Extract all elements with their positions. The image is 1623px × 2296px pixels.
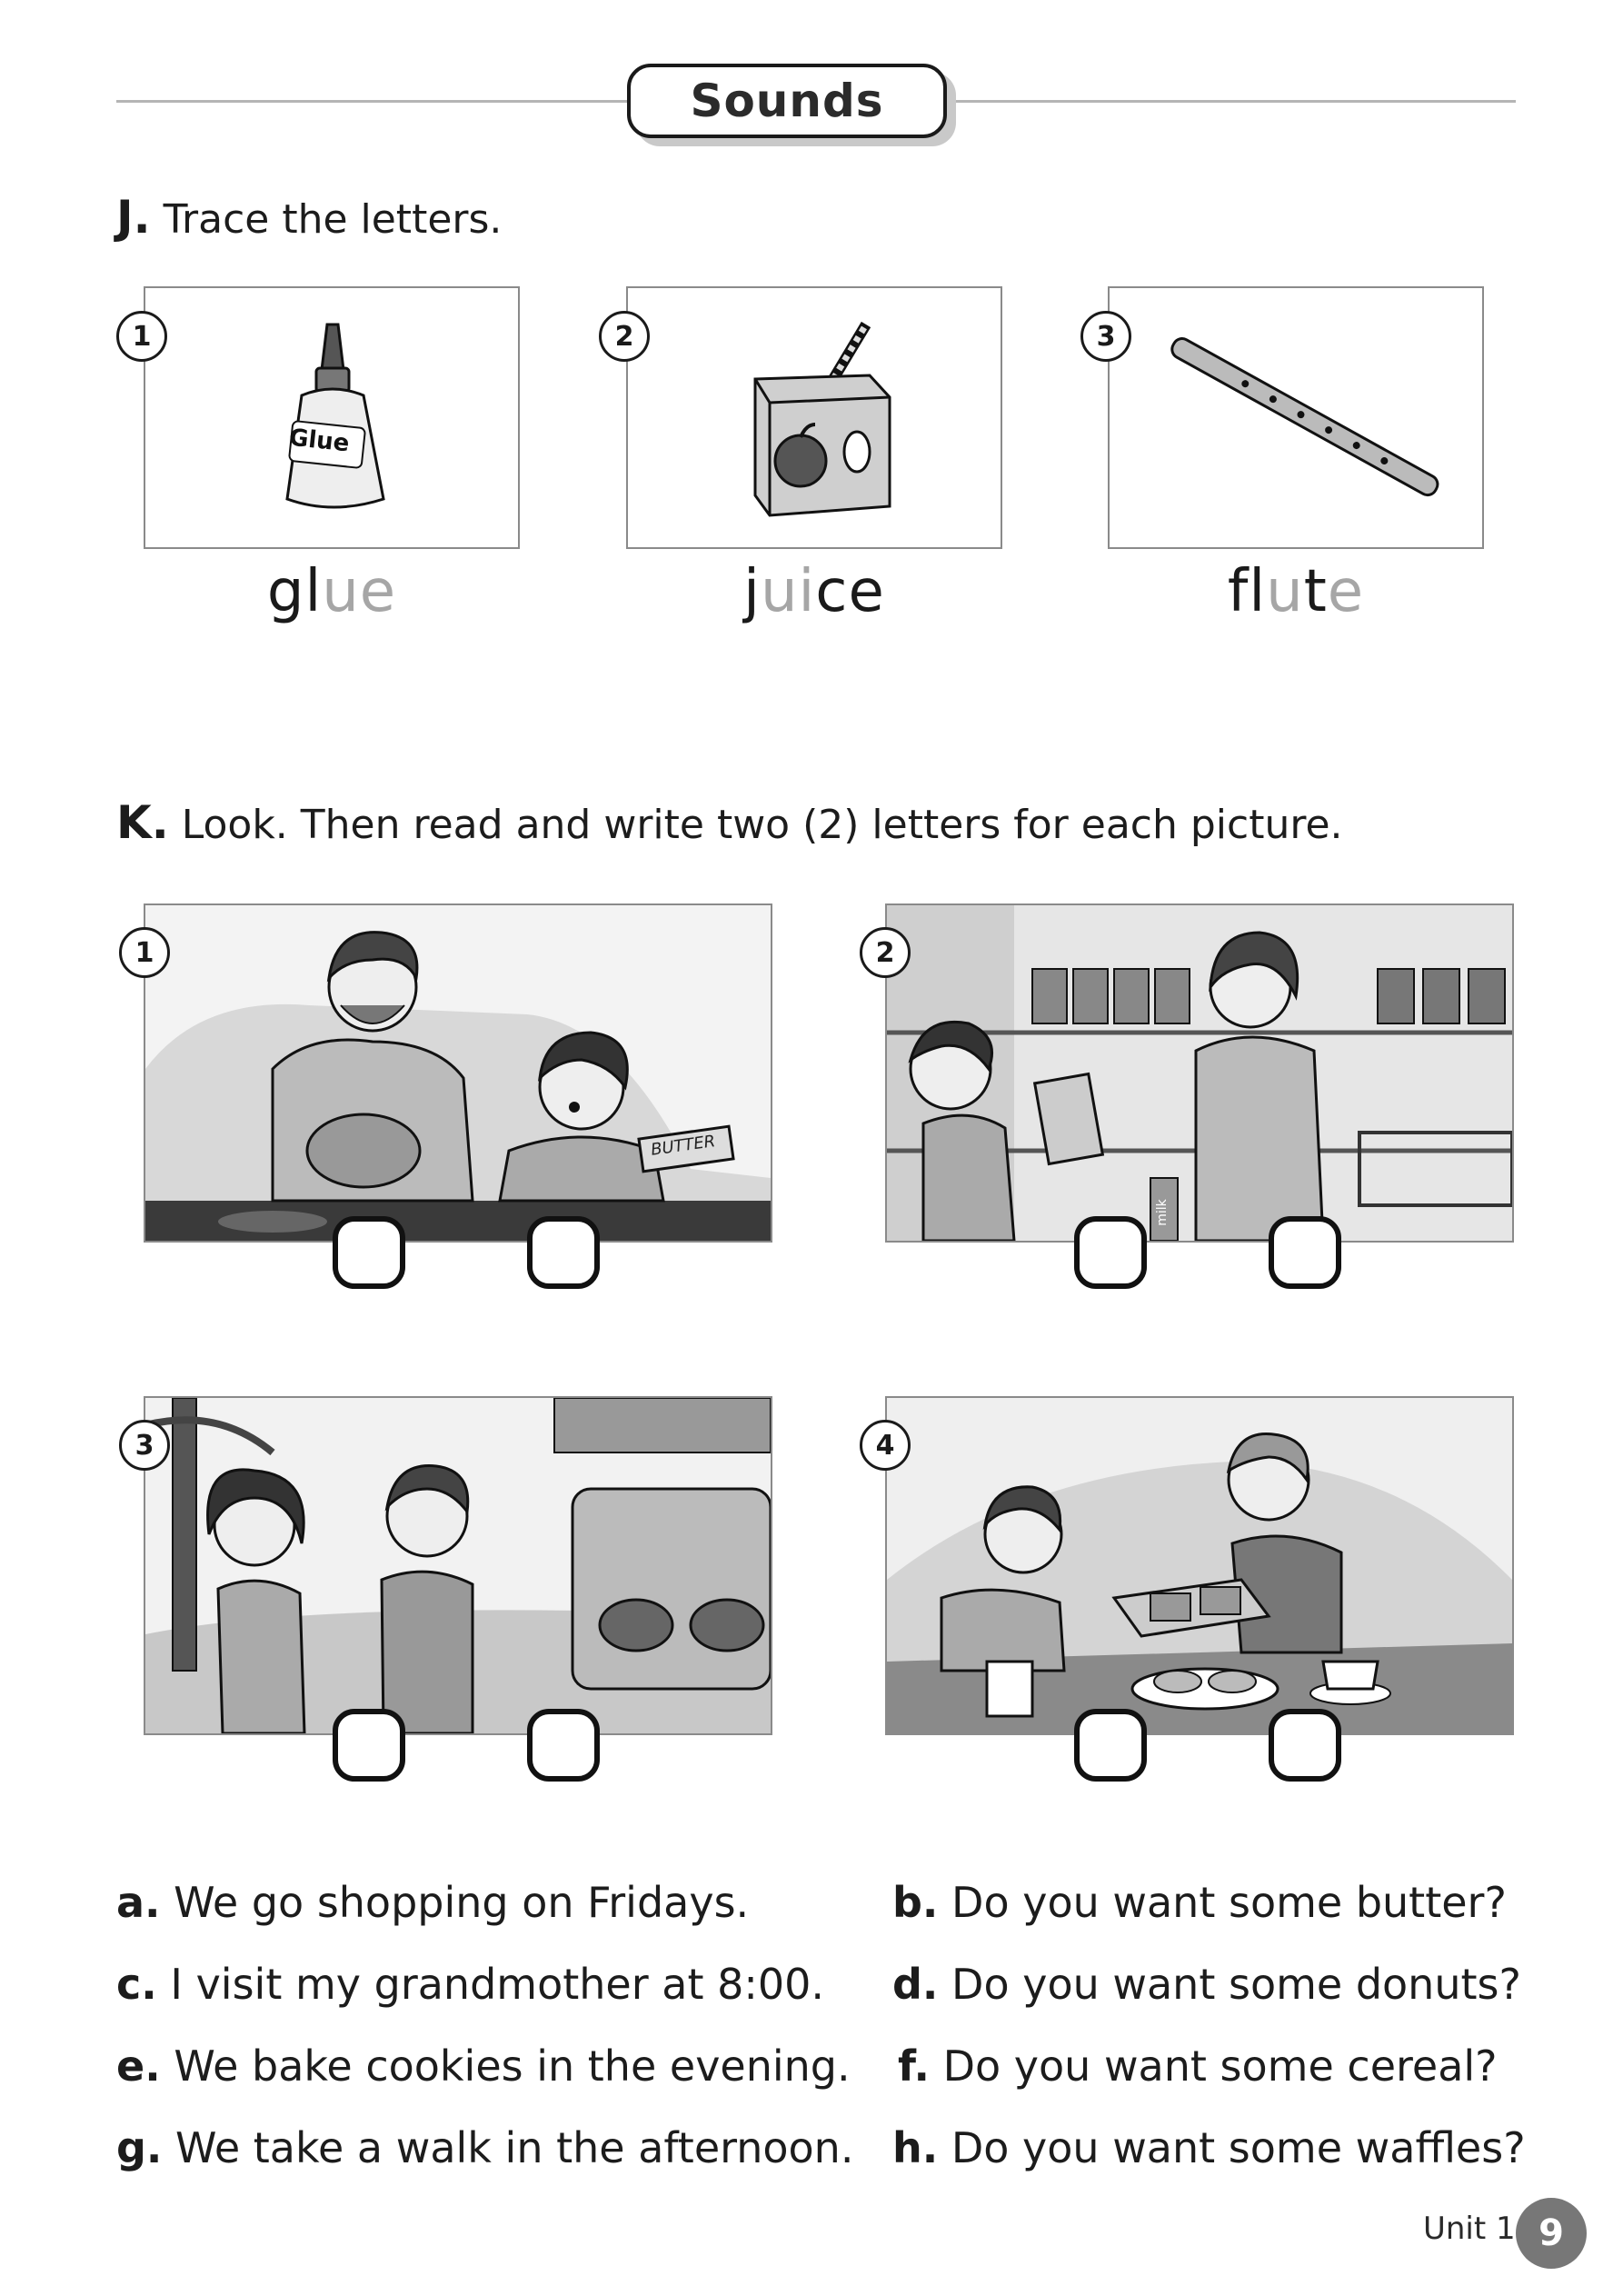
- section-j-heading: [116, 191, 502, 244]
- milk-label: milk: [1154, 1199, 1170, 1226]
- glue-bottle-label: Glue: [287, 424, 351, 458]
- k-number-4: 4: [860, 1420, 911, 1471]
- store-scene-illustration: [887, 905, 1512, 1241]
- j-word-3-prefix: fl: [1227, 558, 1267, 625]
- section-j-label: J.: [116, 191, 151, 244]
- j-word-2-suffix: ce: [815, 558, 885, 625]
- sentence-e-letter: e.: [116, 2041, 161, 2091]
- j-word-3-trace[interactable]: u: [1266, 558, 1304, 625]
- j-word-1-prefix: gl: [266, 558, 323, 625]
- sentence-h-text: Do you want some waffles?: [951, 2123, 1526, 2172]
- k-picture-1: [144, 903, 772, 1243]
- header-rule-right: [943, 100, 1516, 103]
- sentence-d: [892, 1960, 1521, 2009]
- sentence-h-letter: h.: [892, 2123, 939, 2172]
- sentence-a-text: We go shopping on Fridays.: [174, 1878, 750, 1927]
- sentence-e: [116, 2041, 851, 2091]
- k4-answer-box-1[interactable]: [1074, 1709, 1147, 1782]
- sentence-d-text: Do you want some donuts?: [951, 1960, 1521, 2009]
- sentence-c-text: I visit my grandmother at 8:00.: [170, 1960, 825, 2009]
- butter-sign: BUTTER: [649, 1132, 717, 1160]
- park-scene-illustration: [145, 1398, 771, 1733]
- k3-answer-box-2[interactable]: [527, 1709, 600, 1782]
- sentence-g-text: We take a walk in the afternoon.: [175, 2123, 854, 2172]
- section-k-label: K.: [116, 796, 169, 849]
- section-k-instruction: Look. Then read and write two (2) letters for each picture.: [181, 802, 1343, 848]
- j-picture-3: [1108, 286, 1484, 549]
- j-number-1: 1: [116, 311, 167, 362]
- section-k-heading: [116, 796, 1343, 849]
- sentence-g-letter: g.: [116, 2123, 163, 2172]
- j-picture-2: [626, 286, 1002, 549]
- j-word-3: [1108, 558, 1484, 625]
- k-picture-2: [885, 903, 1514, 1243]
- k4-answer-box-2[interactable]: [1269, 1709, 1341, 1782]
- sentence-g: [116, 2123, 853, 2172]
- k1-answer-box-1[interactable]: [333, 1216, 405, 1289]
- k2-answer-box-1[interactable]: [1074, 1216, 1147, 1289]
- j-word-1-trace[interactable]: ue: [322, 558, 397, 625]
- sentence-c: [116, 1960, 824, 2009]
- k1-answer-box-2[interactable]: [527, 1216, 600, 1289]
- k3-answer-box-1[interactable]: [333, 1709, 405, 1782]
- sentence-f-letter: f.: [898, 2041, 930, 2091]
- j-word-3-trace-end[interactable]: e: [1327, 558, 1365, 625]
- sentence-a-letter: a.: [116, 1878, 161, 1927]
- j-word-2: [626, 558, 1002, 625]
- flute-icon: [1110, 288, 1482, 547]
- j-word-2-prefix: j: [743, 558, 761, 625]
- j-picture-1: [144, 286, 520, 549]
- page-number: 9: [1516, 2198, 1587, 2269]
- header-rule-left: [116, 100, 631, 103]
- sentence-a: [116, 1878, 749, 1927]
- sentence-b-letter: b.: [892, 1878, 939, 1927]
- j-word-2-trace[interactable]: ui: [760, 558, 816, 625]
- sentence-e-text: We bake cookies in the evening.: [174, 2041, 851, 2091]
- unit-label: Unit 1: [1423, 2211, 1516, 2247]
- j-word-3-suffix: t: [1303, 558, 1328, 625]
- sentence-d-letter: d.: [892, 1960, 939, 2009]
- k-number-1: 1: [119, 927, 170, 978]
- j-number-2: 2: [599, 311, 650, 362]
- k-picture-4: [885, 1396, 1514, 1735]
- j-word-1: [144, 558, 520, 625]
- glue-bottle-icon: [145, 288, 518, 547]
- sentence-f-text: Do you want some cereal?: [942, 2041, 1498, 2091]
- k-number-3: 3: [119, 1420, 170, 1471]
- j-number-3: 3: [1080, 311, 1131, 362]
- k-picture-3: [144, 1396, 772, 1735]
- sentence-c-letter: c.: [116, 1960, 157, 2009]
- section-j-instruction: Trace the letters.: [163, 196, 503, 243]
- page-title: Sounds: [627, 64, 947, 138]
- sentence-b-text: Do you want some butter?: [951, 1878, 1507, 1927]
- k2-answer-box-2[interactable]: [1269, 1216, 1341, 1289]
- sentence-b: [892, 1878, 1507, 1927]
- juice-box-icon: [628, 288, 1001, 547]
- kitchen-scene-illustration: [145, 905, 771, 1241]
- sentence-h: [892, 2123, 1526, 2172]
- sentence-f: [898, 2041, 1498, 2091]
- k-number-2: 2: [860, 927, 911, 978]
- table-scene-illustration: [887, 1398, 1512, 1733]
